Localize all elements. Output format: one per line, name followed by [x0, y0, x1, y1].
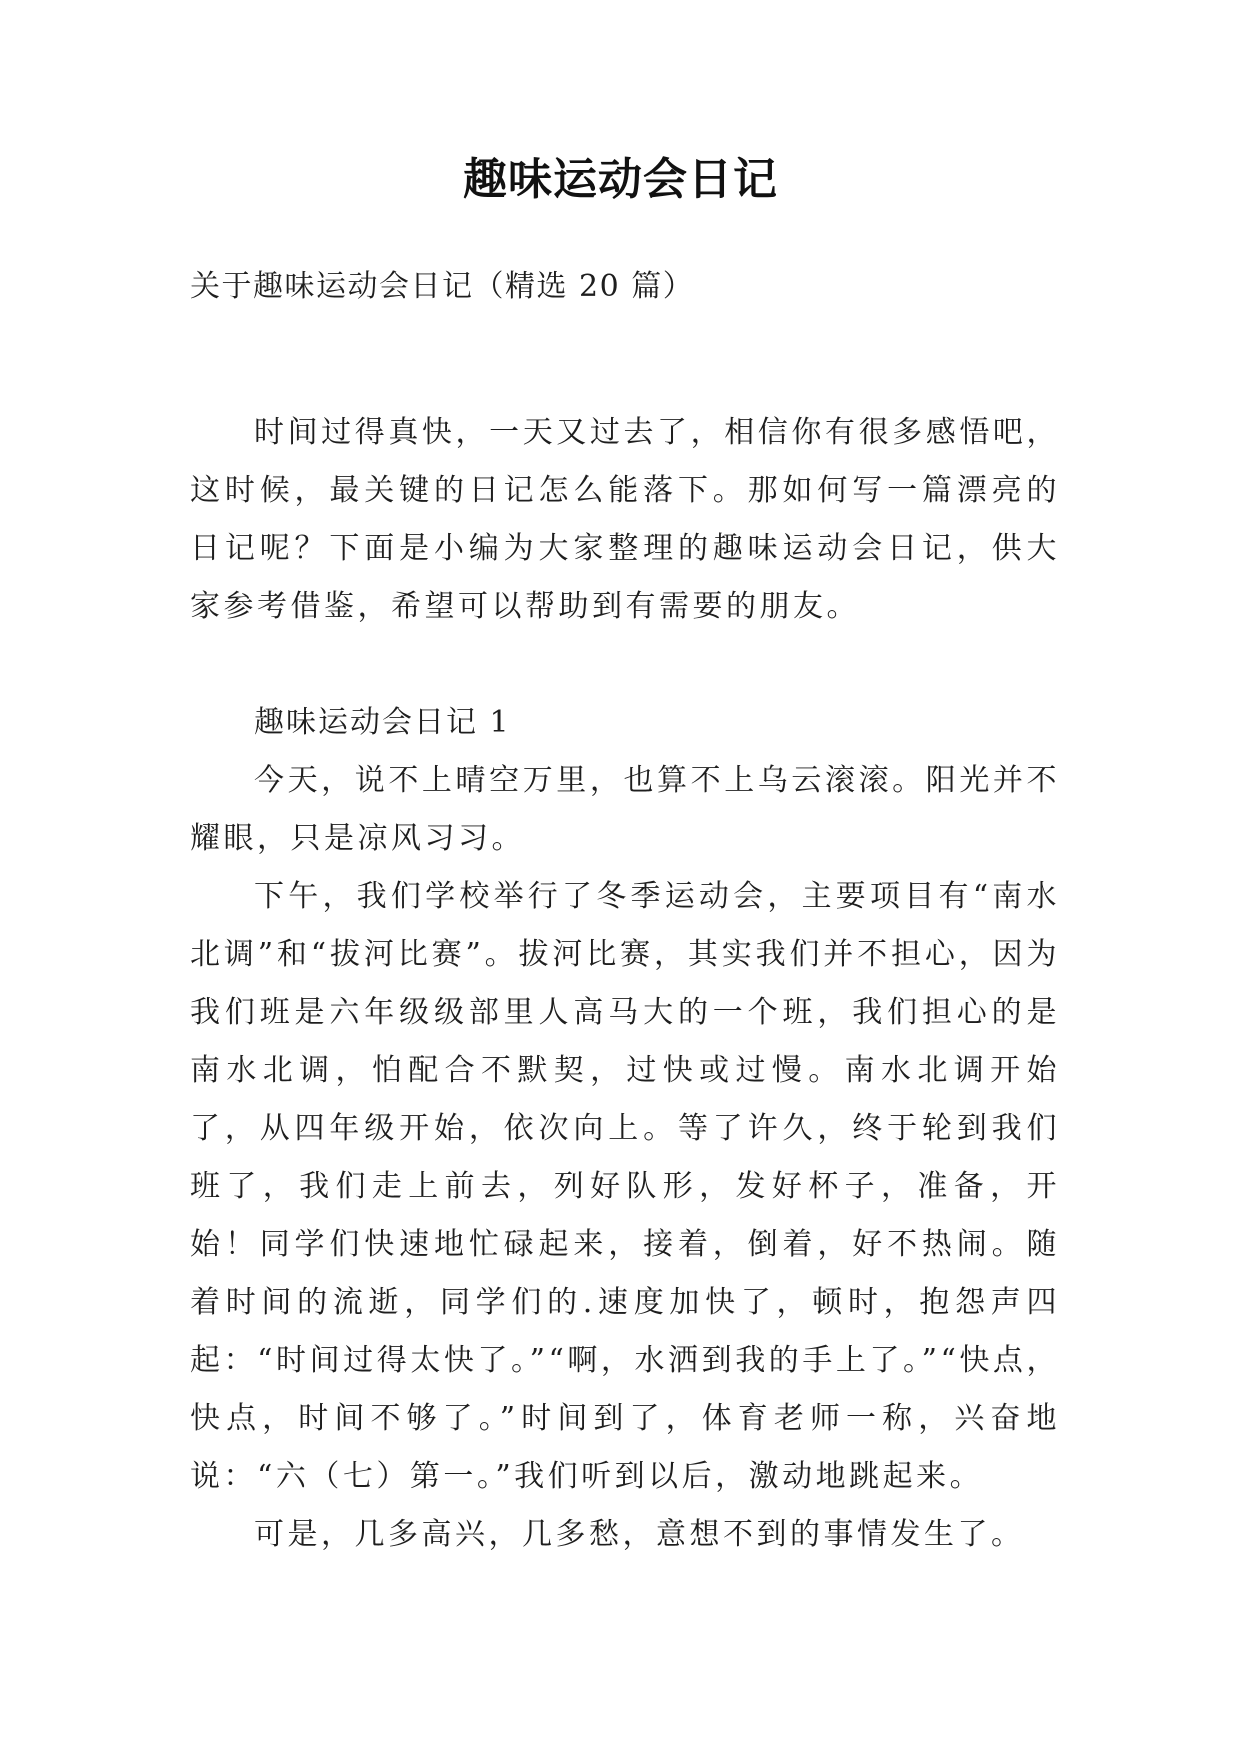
document-title: 趣味运动会日记	[463, 154, 778, 205]
diary-section-1	[190, 694, 1060, 1564]
intro-block	[190, 404, 1060, 636]
section-heading: 趣味运动会日记 1	[254, 705, 511, 740]
body-paragraph-1: 今天，说不上晴空万里，也算不上乌云滚滚。阳光并不耀眼，只是凉风习习。	[190, 763, 1060, 856]
body-paragraph-3: 可是，几多高兴，几多愁，意想不到的事情发生了。	[254, 1517, 1025, 1552]
intro-paragraph: 时间过得真快，一天又过去了，相信你有很多感悟吧，这时候，最关键的日记怎么能落下。那如何写一篇漂亮的日记呢？下面是小编为大家整理的趣味运动会日记，供大家参考借鉴，希望可以帮助到有需要的朋友。	[190, 415, 1060, 624]
document-subtitle: 关于趣味运动会日记（精选 20 篇）	[190, 269, 695, 304]
body-paragraph-2: 下午，我们学校举行了冬季运动会，主要项目有“南水北调”和“拔河比赛”。拔河比赛，其实我们并不担心，因为我们班是六年级级部里人高马大的一个班，我们担心的是南水北调，怕配合不默契，过快或过慢。南水北调开始了，从四年级开始，依次向上。等了许久，终于轮到我们班了，我们走上前去，列好队形，发好杯子，准备，开始！同学们快速地忙碌起来，接着，倒着，好不热闹。随着时间的流逝，同学们的.速度加快了，顿时，抱怨声四起：“时间过得太快了。”“啊，水洒到我的手上了。”“快点，快点，时间不够了。”时间到了，体育老师一称，兴奋地说：“六（七）第一。”我们听到以后，激动地跳起来。	[190, 879, 1060, 1494]
